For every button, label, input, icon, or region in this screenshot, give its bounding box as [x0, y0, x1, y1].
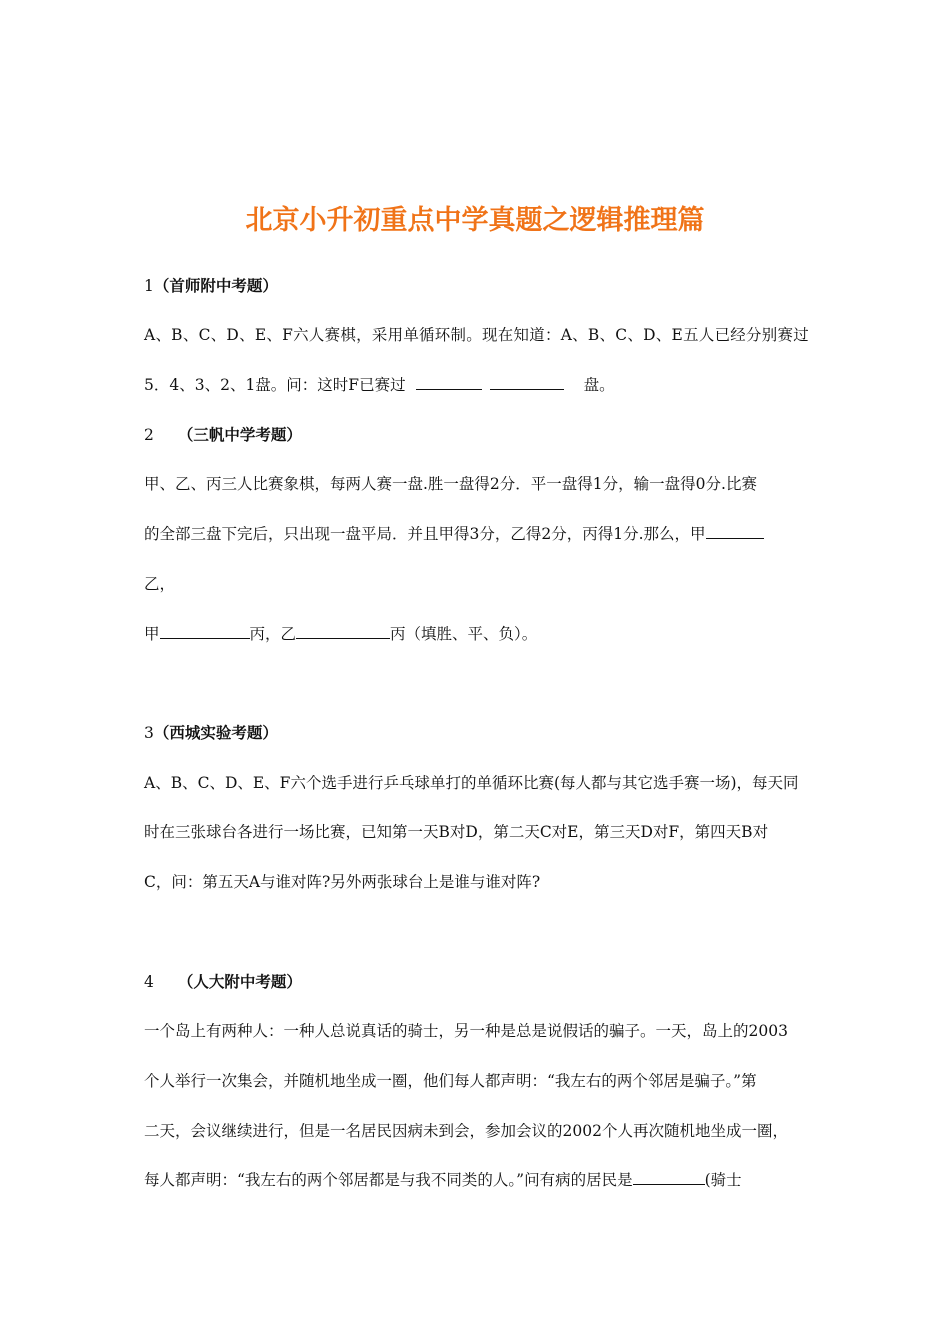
question-2-line-3: 乙，	[144, 575, 176, 593]
question-3-heading	[144, 723, 278, 743]
question-2-line-4	[144, 624, 537, 644]
question-2-line-1: 甲、乙、丙三人比赛象棋，每两人赛一盘.胜一盘得2分．平一盘得1分，输一盘得0分.比赛	[144, 475, 757, 493]
question-4-line-3: 二天，会议继续进行，但是一名居民因病未到会，参加会议的2002个人再次随机地坐成一圈，	[144, 1122, 788, 1140]
question-1-line-1: A、B、C、D、E、F六人赛棋，采用单循环制。现在知道：A、B、C、D、E五人已经分别赛过	[144, 326, 809, 344]
question-2-line-4-c: 丙（填胜、平、负）。	[390, 625, 538, 643]
question-2-heading	[144, 425, 302, 445]
question-4-line-4-text: 每人都声明：“我左右的两个邻居都是与我不同类的人。”问有病的居民是	[144, 1171, 633, 1189]
question-3-number: 3	[144, 724, 154, 742]
question-1-line-2-text: 5．4、3、2、1盘。问：这时F已赛过	[144, 376, 406, 394]
question-2-line-2	[144, 524, 764, 544]
question-4-line-2: 个人举行一次集会，并随机地坐成一圈，他们每人都声明：“我左右的两个邻居是骗子。”第	[144, 1072, 757, 1090]
question-4-heading	[144, 972, 302, 992]
question-4-number: 4	[144, 973, 154, 991]
question-3-line-2: 时在三张球台各进行一场比赛，已知第一天B对D，第二天C对E，第三天D对F，第四天B对	[144, 823, 769, 841]
question-2-number: 2	[144, 426, 154, 444]
answer-blank[interactable]	[490, 375, 564, 390]
question-1-line-2	[144, 375, 615, 395]
question-4-line-4	[144, 1170, 742, 1190]
answer-blank[interactable]	[633, 1170, 705, 1185]
answer-blank[interactable]	[296, 624, 390, 639]
question-4-line-4-end: (骑士	[704, 1171, 742, 1189]
question-3-source: （西城实验考题）	[153, 723, 278, 742]
document-title: 北京小升初重点中学真题之逻辑推理篇	[245, 205, 705, 236]
question-3-line-3: C，问：第五天A与谁对阵?另外两张球台上是谁与谁对阵?	[144, 873, 541, 891]
question-2-line-4-b: 丙，乙	[249, 625, 297, 643]
question-1-source: （首师附中考题）	[153, 276, 278, 295]
question-1-line-2-end: 盘。	[583, 376, 615, 394]
answer-blank[interactable]	[160, 624, 250, 639]
question-1-heading	[144, 276, 278, 296]
question-1-number: 1	[144, 277, 154, 295]
question-2-line-2-text: 的全部三盘下完后，只出现一盘平局．并且甲得3分，乙得2分，丙得1分.那么，甲	[144, 525, 706, 543]
answer-blank[interactable]	[706, 524, 764, 539]
question-2-source: （三帆中学考题）	[177, 425, 302, 444]
question-4-line-1: 一个岛上有两种人：一种人总说真话的骑士，另一种是总是说假话的骗子。一天，岛上的2003	[144, 1022, 788, 1040]
question-3-line-1: A、B、C、D、E、F六个选手进行乒乓球单打的单循环比赛(每人都与其它选手赛一场)，每天同	[144, 774, 799, 792]
answer-blank[interactable]	[416, 375, 482, 390]
question-2-line-4-a: 甲	[144, 625, 160, 643]
question-4-source: （人大附中考题）	[177, 972, 302, 991]
